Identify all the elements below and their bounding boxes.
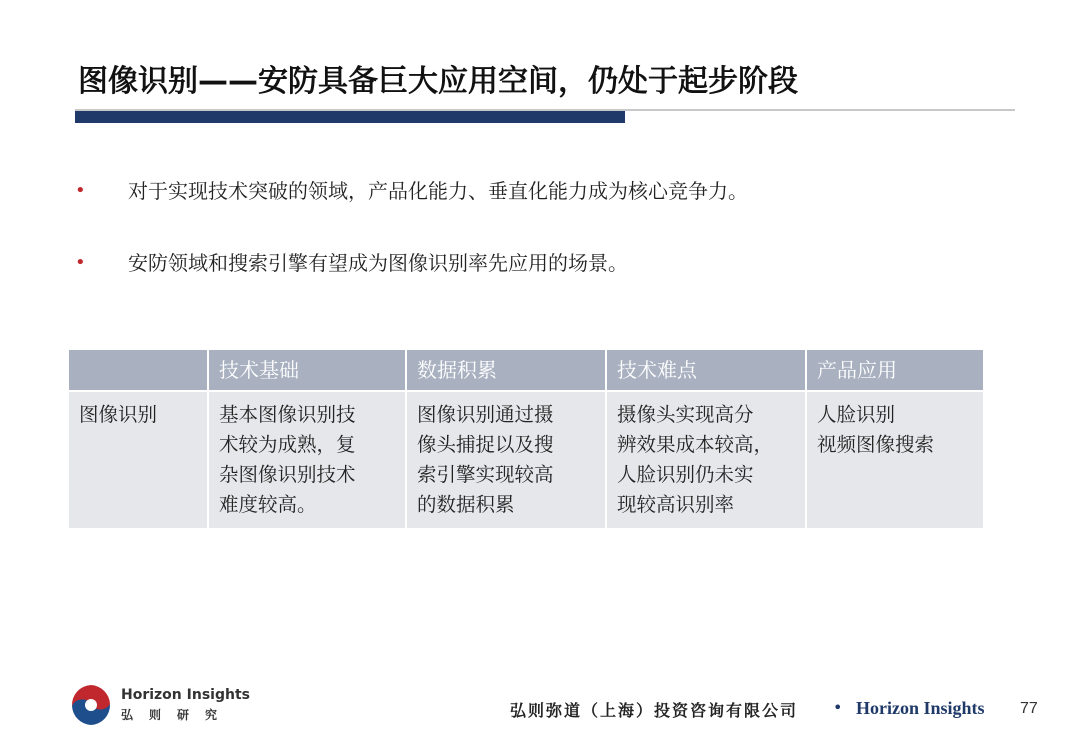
logo-text-english: Horizon Insights — [121, 687, 250, 703]
footer-brand: Horizon Insights — [856, 698, 985, 718]
cell-line: 现较高识别率 — [617, 493, 735, 516]
logo-text-chinese: 弘则研究 — [121, 708, 234, 722]
cell-line: 辨效果成本较高， — [617, 433, 774, 456]
data-cell — [407, 392, 607, 528]
cell-line: 人脸识别仍未实 — [617, 463, 754, 486]
cell-line: 杂图像识别技术 — [219, 463, 356, 486]
header-cell-application: 产品应用 — [807, 350, 985, 392]
cell-line: 图像识别 — [79, 403, 158, 426]
horizon-logo-icon — [68, 682, 114, 728]
cell-line: 术较为成熟，复 — [219, 433, 356, 456]
cell-line: 人脸识别 — [817, 403, 896, 426]
tech-base-cell — [209, 392, 407, 528]
bullet-text: 安防领域和搜索引擎有望成为图像识别率先应用的场景。 — [128, 251, 628, 275]
header-cell-data: 数据积累 — [407, 350, 607, 392]
cell-line: 视频图像搜索 — [817, 433, 935, 456]
cell-line: 图像识别通过摄 — [417, 403, 554, 426]
footer-separator: • — [833, 698, 843, 717]
table-row — [69, 392, 985, 528]
cell-line: 索引擎实现较高 — [417, 463, 554, 486]
cell-line: 像头捕捉以及搜 — [417, 433, 554, 456]
cell-line: 的数据积累 — [417, 493, 515, 516]
header-cell-tech-base: 技术基础 — [209, 350, 407, 392]
slide-title: 图像识别——安防具备巨大应用空间，仍处于起步阶段 — [78, 64, 798, 99]
bullet-dot-icon: • — [75, 180, 86, 201]
difficulty-cell — [607, 392, 807, 528]
cell-line: 基本图像识别技 — [219, 403, 356, 426]
bullet-list — [75, 168, 1015, 312]
footer-company-name: 弘则弥道（上海）投资咨询有限公司 — [510, 701, 799, 720]
application-cell — [807, 392, 985, 528]
cell-line: 摄像头实现高分 — [617, 403, 754, 426]
cell-line: 难度较高。 — [219, 493, 317, 516]
page-number: 77 — [1020, 700, 1038, 717]
header-cell-difficulty: 技术难点 — [607, 350, 807, 392]
table-header-row — [69, 350, 985, 392]
title-accent-bar — [75, 111, 625, 123]
bullet-text: 对于实现技术突破的领域，产品化能力、垂直化能力成为核心竞争力。 — [128, 179, 748, 203]
bullet-item — [75, 240, 1015, 286]
bullet-dot-icon: • — [75, 252, 86, 273]
header-cell-empty — [69, 350, 209, 392]
row-label-cell — [69, 392, 209, 528]
comparison-table — [69, 350, 985, 528]
bullet-item — [75, 168, 1015, 214]
